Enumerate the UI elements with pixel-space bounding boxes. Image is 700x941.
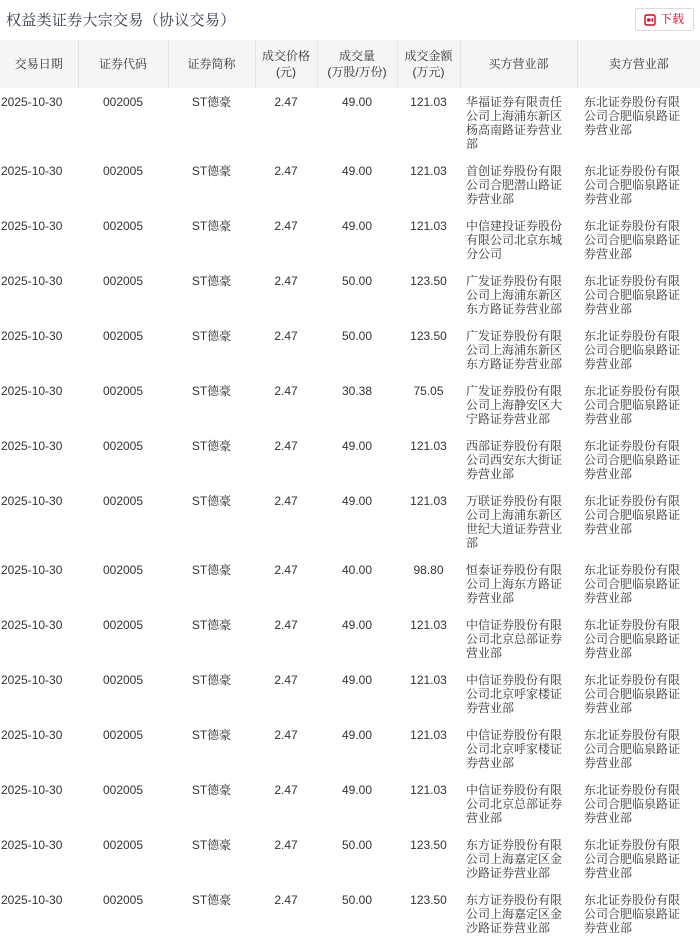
trade-date-cell: 2025-10-30 — [1, 274, 63, 288]
table-row — [0, 267, 700, 322]
trade-volume-cell: 40.00 — [341, 563, 373, 577]
buyer-branch-cell: 中信证券股份有限公司北京呼家楼证券营业部 — [466, 728, 563, 770]
security-code-cell: 002005 — [102, 274, 144, 288]
buyer-branch-cell: 中信证券股份有限公司北京总部证券营业部 — [466, 618, 563, 660]
buyer-branch-cell: 华福证券有限责任公司上海浦东新区杨高南路证券营业部 — [466, 95, 563, 151]
security-name-cell: ST德豪 — [191, 618, 232, 632]
security-code-cell: 002005 — [102, 439, 144, 453]
trade-amount-cell: 121.03 — [410, 783, 447, 797]
column-header-name — [168, 40, 255, 88]
security-code-cell: 002005 — [102, 494, 144, 508]
security-name-cell: ST德豪 — [191, 274, 232, 288]
column-header-volume — [317, 40, 397, 88]
seller-branch-cell: 东北证券股份有限公司合肥临泉路证券营业部 — [584, 783, 681, 825]
topbar — [0, 0, 700, 40]
trade-price-cell: 2.47 — [274, 164, 298, 178]
seller-branch-cell: 东北证券股份有限公司合肥临泉路证券营业部 — [584, 728, 681, 770]
trade-date-cell: 2025-10-30 — [1, 783, 63, 797]
security-name-cell: ST德豪 — [191, 893, 232, 907]
table-row — [0, 432, 700, 487]
column-header-sublabel: (万元) — [412, 65, 445, 79]
seller-branch-cell: 东北证券股份有限公司合肥临泉路证券营业部 — [584, 494, 681, 536]
security-code-cell: 002005 — [102, 563, 144, 577]
trade-price-cell: 2.47 — [274, 95, 298, 109]
trade-date-cell: 2025-10-30 — [1, 164, 63, 178]
trade-date-cell: 2025-10-30 — [1, 673, 63, 687]
security-code-cell: 002005 — [102, 838, 144, 852]
buyer-branch-cell: 中信建投证券股份有限公司北京东城分公司 — [466, 219, 563, 261]
column-header-buyer — [460, 40, 577, 88]
seller-branch-cell: 东北证券股份有限公司合肥临泉路证券营业部 — [584, 274, 681, 316]
security-name-cell: ST德豪 — [191, 384, 232, 398]
buyer-branch-cell: 东方证券股份有限公司上海嘉定区金沙路证券营业部 — [466, 893, 563, 935]
table-row — [0, 831, 700, 886]
trade-date-cell: 2025-10-30 — [1, 95, 63, 109]
seller-branch-cell: 东北证券股份有限公司合肥临泉路证券营业部 — [584, 618, 681, 660]
trade-price-cell: 2.47 — [274, 618, 298, 632]
trade-volume-cell: 30.38 — [341, 384, 373, 398]
trade-volume-cell: 49.00 — [341, 728, 373, 742]
table-row — [0, 611, 700, 666]
table-row — [0, 487, 700, 556]
trade-volume-cell: 50.00 — [341, 838, 373, 852]
trade-amount-cell: 98.80 — [413, 563, 444, 577]
trade-amount-cell: 121.03 — [410, 618, 447, 632]
trade-amount-cell: 75.05 — [413, 384, 444, 398]
trade-price-cell: 2.47 — [274, 384, 298, 398]
trade-price-cell: 2.47 — [274, 563, 298, 577]
buyer-branch-cell: 中信证券股份有限公司北京呼家楼证券营业部 — [466, 673, 563, 715]
download-button[interactable] — [635, 8, 694, 31]
column-header-seller — [577, 40, 700, 88]
trade-price-cell: 2.47 — [274, 274, 298, 288]
trade-volume-cell: 49.00 — [341, 95, 373, 109]
security-code-cell: 002005 — [102, 329, 144, 343]
trade-amount-cell: 121.03 — [410, 673, 447, 687]
security-name-cell: ST德豪 — [191, 219, 232, 233]
trade-date-cell: 2025-10-30 — [1, 329, 63, 343]
trade-volume-cell: 49.00 — [341, 673, 373, 687]
security-code-cell: 002005 — [102, 893, 144, 907]
security-name-cell: ST德豪 — [191, 783, 232, 797]
security-code-cell: 002005 — [102, 164, 144, 178]
block-trade-table — [0, 40, 700, 941]
buyer-branch-cell: 广发证券股份有限公司上海静安区大宁路证券营业部 — [466, 384, 563, 426]
trade-date-cell: 2025-10-30 — [1, 618, 63, 632]
seller-branch-cell: 东北证券股份有限公司合肥临泉路证券营业部 — [584, 219, 681, 261]
trade-date-cell: 2025-10-30 — [1, 728, 63, 742]
table-row — [0, 322, 700, 377]
trade-date-cell: 2025-10-30 — [1, 439, 63, 453]
trade-amount-cell: 123.50 — [410, 274, 447, 288]
column-header-label: 证券代码 — [98, 57, 147, 71]
buyer-branch-cell: 东方证券股份有限公司上海嘉定区金沙路证券营业部 — [466, 838, 563, 880]
trade-amount-cell: 121.03 — [410, 494, 447, 508]
security-code-cell: 002005 — [102, 673, 144, 687]
security-code-cell: 002005 — [102, 618, 144, 632]
column-header-amount — [397, 40, 460, 88]
buyer-branch-cell: 广发证券股份有限公司上海浦东新区东方路证券营业部 — [466, 329, 563, 371]
security-name-cell: ST德豪 — [191, 329, 232, 343]
security-name-cell: ST德豪 — [191, 838, 232, 852]
security-name-cell: ST德豪 — [191, 439, 232, 453]
table-row — [0, 88, 700, 157]
table-row — [0, 157, 700, 212]
security-code-cell: 002005 — [102, 384, 144, 398]
seller-branch-cell: 东北证券股份有限公司合肥临泉路证券营业部 — [584, 838, 681, 880]
column-header-label: 成交价格 — [261, 49, 310, 63]
trade-price-cell: 2.47 — [274, 439, 298, 453]
trade-price-cell: 2.47 — [274, 783, 298, 797]
column-header-price — [255, 40, 317, 88]
trade-volume-cell: 50.00 — [341, 329, 373, 343]
buyer-branch-cell: 恒泰证券股份有限公司上海东方路证券营业部 — [466, 563, 563, 605]
column-header-label: 证券简称 — [187, 57, 236, 71]
trade-price-cell: 2.47 — [274, 219, 298, 233]
table-header-row — [0, 40, 700, 88]
column-header-label: 成交量 — [338, 49, 375, 63]
trade-price-cell: 2.47 — [274, 329, 298, 343]
seller-branch-cell: 东北证券股份有限公司合肥临泉路证券营业部 — [584, 893, 681, 935]
trade-volume-cell: 49.00 — [341, 219, 373, 233]
trade-volume-cell: 49.00 — [341, 618, 373, 632]
column-header-sublabel: (元) — [276, 65, 296, 79]
seller-branch-cell: 东北证券股份有限公司合肥临泉路证券营业部 — [584, 563, 681, 605]
seller-branch-cell: 东北证券股份有限公司合肥临泉路证券营业部 — [584, 329, 681, 371]
column-header-date — [0, 40, 78, 88]
trade-price-cell: 2.47 — [274, 838, 298, 852]
trade-amount-cell: 123.50 — [410, 893, 447, 907]
seller-branch-cell: 东北证券股份有限公司合肥临泉路证券营业部 — [584, 673, 681, 715]
security-code-cell: 002005 — [102, 783, 144, 797]
buyer-branch-cell: 西部证券股份有限公司西安东大街证券营业部 — [466, 439, 563, 481]
seller-branch-cell: 东北证券股份有限公司合肥临泉路证券营业部 — [584, 439, 681, 481]
trade-price-cell: 2.47 — [274, 728, 298, 742]
security-code-cell: 002005 — [102, 219, 144, 233]
security-code-cell: 002005 — [102, 728, 144, 742]
column-header-code — [78, 40, 168, 88]
trade-date-cell: 2025-10-30 — [1, 563, 63, 577]
trade-volume-cell: 50.00 — [341, 274, 373, 288]
table-row — [0, 721, 700, 776]
table-row — [0, 377, 700, 432]
security-name-cell: ST德豪 — [191, 164, 232, 178]
table-row — [0, 776, 700, 831]
seller-branch-cell: 东北证券股份有限公司合肥临泉路证券营业部 — [584, 384, 681, 426]
trade-volume-cell: 49.00 — [341, 783, 373, 797]
seller-branch-cell: 东北证券股份有限公司合肥临泉路证券营业部 — [584, 164, 681, 206]
trade-amount-cell: 121.03 — [410, 728, 447, 742]
trade-amount-cell: 123.50 — [410, 838, 447, 852]
table-header — [0, 40, 700, 88]
security-code-cell: 002005 — [102, 95, 144, 109]
security-name-cell: ST德豪 — [191, 563, 232, 577]
security-name-cell: ST德豪 — [191, 95, 232, 109]
buyer-branch-cell: 广发证券股份有限公司上海浦东新区东方路证券营业部 — [466, 274, 563, 316]
security-name-cell: ST德豪 — [191, 728, 232, 742]
trade-volume-cell: 49.00 — [341, 164, 373, 178]
trade-date-cell: 2025-10-30 — [1, 838, 63, 852]
table-row — [0, 212, 700, 267]
page-title: 权益类证券大宗交易（协议交易） — [6, 12, 236, 29]
seller-branch-cell: 东北证券股份有限公司合肥临泉路证券营业部 — [584, 95, 681, 137]
table-row — [0, 666, 700, 721]
download-icon — [644, 14, 656, 26]
trade-date-cell: 2025-10-30 — [1, 219, 63, 233]
download-label: 下载 — [659, 12, 684, 26]
trade-amount-cell: 121.03 — [410, 219, 447, 233]
trade-volume-cell: 49.00 — [341, 494, 373, 508]
trade-price-cell: 2.47 — [274, 494, 298, 508]
security-name-cell: ST德豪 — [191, 673, 232, 687]
trade-amount-cell: 121.03 — [410, 164, 447, 178]
trade-amount-cell: 123.50 — [410, 329, 447, 343]
trade-amount-cell: 121.03 — [410, 439, 447, 453]
column-header-sublabel: (万股/万份) — [327, 65, 387, 79]
trade-date-cell: 2025-10-30 — [1, 384, 63, 398]
trade-date-cell: 2025-10-30 — [1, 893, 63, 907]
column-header-label: 成交金额 — [404, 49, 453, 63]
table-row — [0, 556, 700, 611]
buyer-branch-cell: 首创证券股份有限公司合肥潜山路证券营业部 — [466, 164, 563, 206]
buyer-branch-cell: 万联证券股份有限公司上海浦东新区世纪大道证券营业部 — [466, 494, 563, 550]
column-header-label: 交易日期 — [14, 57, 63, 71]
security-name-cell: ST德豪 — [191, 494, 232, 508]
trade-volume-cell: 49.00 — [341, 439, 373, 453]
trade-price-cell: 2.47 — [274, 893, 298, 907]
table-body — [0, 88, 700, 941]
trade-date-cell: 2025-10-30 — [1, 494, 63, 508]
column-header-label: 卖方营业部 — [608, 57, 669, 71]
column-header-label: 买方营业部 — [488, 57, 549, 71]
trade-price-cell: 2.47 — [274, 673, 298, 687]
trade-volume-cell: 50.00 — [341, 893, 373, 907]
buyer-branch-cell: 中信证券股份有限公司北京总部证券营业部 — [466, 783, 563, 825]
trade-amount-cell: 121.03 — [410, 95, 447, 109]
